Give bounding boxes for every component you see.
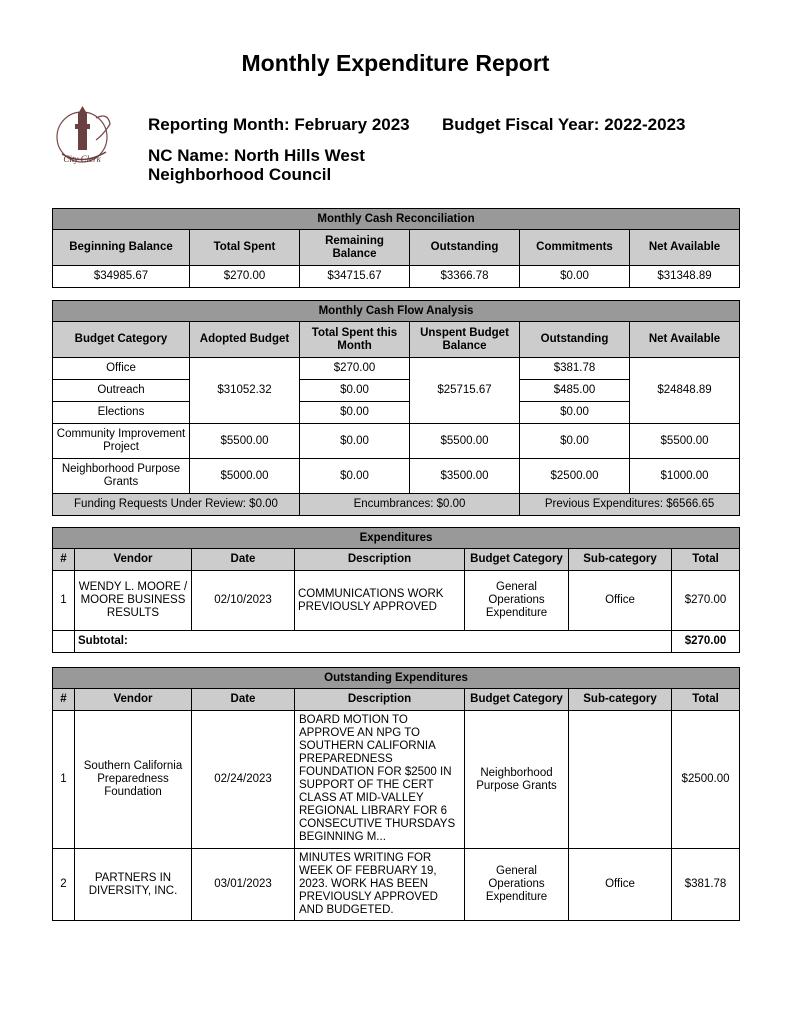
report-title: Monthly Expenditure Report [241,50,550,76]
table-caption: Expenditures [53,528,740,549]
column-header: Sub-category [569,549,672,571]
beginning-balance-value: $34985.67 [53,266,190,288]
column-header: # [53,689,75,711]
date: 02/24/2023 [192,711,295,849]
adopted-npg: $5000.00 [190,459,300,494]
column-header: Vendor [75,549,192,571]
subtotal-label: Subtotal: [75,631,672,653]
encumbrances: Encumbrances: $0.00 [300,494,520,516]
budget-fiscal-year: Budget Fiscal Year: 2022-2023 [442,115,686,134]
budget-category-npg: Neighborhood Purpose Grants [53,459,190,494]
spent-outreach: $0.00 [300,380,410,402]
total: $270.00 [672,571,740,631]
column-header: Outstanding [520,322,630,358]
row-number: 2 [53,849,75,921]
column-header: Description [295,549,465,571]
column-header: Total [672,689,740,711]
table-caption: Outstanding Expenditures [53,668,740,689]
sub-category: Office [569,571,672,631]
budget-category-office: Office [53,358,190,380]
table-row [53,849,740,921]
unspent-cip: $5500.00 [410,424,520,459]
net-available-cip: $5500.00 [630,424,740,459]
column-header: Outstanding [410,230,520,266]
description: MINUTES WRITING FOR WEEK OF FEBRUARY 19, 2023. WORK HAS BEEN PREVIOUSLY APPROVED AND BUDGETED. [295,849,465,921]
column-header: Vendor [75,689,192,711]
adopted-cip: $5500.00 [190,424,300,459]
svg-text:City Clerk: City Clerk [63,154,101,164]
cash-reconciliation-table [52,208,740,288]
table-caption: Monthly Cash Flow Analysis [53,301,740,322]
column-header: Unspent Budget Balance [410,322,520,358]
column-header: Total Spent this Month [300,322,410,358]
date: 03/01/2023 [192,849,295,921]
description: COMMUNICATIONS WORK PREVIOUSLY APPROVED [295,571,465,631]
funding-requests-under-review: Funding Requests Under Review: $0.00 [53,494,300,516]
table-row [53,571,740,631]
budget-category: General Operations Expenditure [465,571,569,631]
column-header: Beginning Balance [53,230,190,266]
column-header: # [53,549,75,571]
description: BOARD MOTION TO APPROVE AN NPG TO SOUTHERN CALIFORNIA PREPAREDNESS FOUNDATION FOR $2500 IN SUPPORT OF THE CERT CLASS AT MID-VALLEY REGIONAL LIBRARY FOR 6 CONSECUTIVE THURSDAYS BEGINNING M... [295,711,465,849]
total-spent-value: $270.00 [190,266,300,288]
previous-expenditures: Previous Expenditures: $6566.65 [520,494,740,516]
reporting-month: Reporting Month: February 2023 [148,115,410,134]
vendor: PARTNERS IN DIVERSITY, INC. [75,849,192,921]
row-number: 1 [53,711,75,849]
net-available-npg: $1000.00 [630,459,740,494]
column-header: Net Available [630,230,740,266]
spent-office: $270.00 [300,358,410,380]
row-number: 1 [53,571,75,631]
budget-category-cip: Community Improvement Project [53,424,190,459]
outstanding-expenditures-table [52,667,740,921]
sub-category: Office [569,849,672,921]
city-clerk-seal-logo [52,104,118,174]
subtotal-value: $270.00 [672,631,740,653]
nc-name-line2: Neighborhood Council [148,165,332,184]
commitments-value: $0.00 [520,266,630,288]
outstanding-cip: $0.00 [520,424,630,459]
column-header: Commitments [520,230,630,266]
budget-category: General Operations Expenditure [465,849,569,921]
column-header: Total [672,549,740,571]
cash-flow-table [52,300,740,516]
sub-category [569,711,672,849]
column-header: Budget Category [465,689,569,711]
column-header: Total Spent [190,230,300,266]
column-header: Net Available [630,322,740,358]
vendor: Southern California Preparedness Foundation [75,711,192,849]
nc-name-line1: NC Name: North Hills West [148,146,365,165]
budget-category: Neighborhood Purpose Grants [465,711,569,849]
spent-cip: $0.00 [300,424,410,459]
table-caption: Monthly Cash Reconciliation [53,209,740,230]
unspent-general: $25715.67 [410,358,520,424]
column-header: Date [192,689,295,711]
net-available-general: $24848.89 [630,358,740,424]
budget-category-outreach: Outreach [53,380,190,402]
total: $2500.00 [672,711,740,849]
vendor: WENDY L. MOORE / MOORE BUSINESS RESULTS [75,571,192,631]
remaining-balance-value: $34715.67 [300,266,410,288]
outstanding-value: $3366.78 [410,266,520,288]
column-header: Budget Category [465,549,569,571]
spent-elections: $0.00 [300,402,410,424]
column-header: Budget Category [53,322,190,358]
expenditures-table [52,527,740,653]
column-header: Sub-category [569,689,672,711]
unspent-npg: $3500.00 [410,459,520,494]
outstanding-elections: $0.00 [520,402,630,424]
net-available-value: $31348.89 [630,266,740,288]
column-header: Date [192,549,295,571]
column-header: Adopted Budget [190,322,300,358]
outstanding-office: $381.78 [520,358,630,380]
column-header: Description [295,689,465,711]
total: $381.78 [672,849,740,921]
column-header: Remaining Balance [300,230,410,266]
outstanding-outreach: $485.00 [520,380,630,402]
adopted-budget-general: $31052.32 [190,358,300,424]
table-row [53,711,740,849]
date: 02/10/2023 [192,571,295,631]
spent-npg: $0.00 [300,459,410,494]
outstanding-npg: $2500.00 [520,459,630,494]
budget-category-elections: Elections [53,402,190,424]
